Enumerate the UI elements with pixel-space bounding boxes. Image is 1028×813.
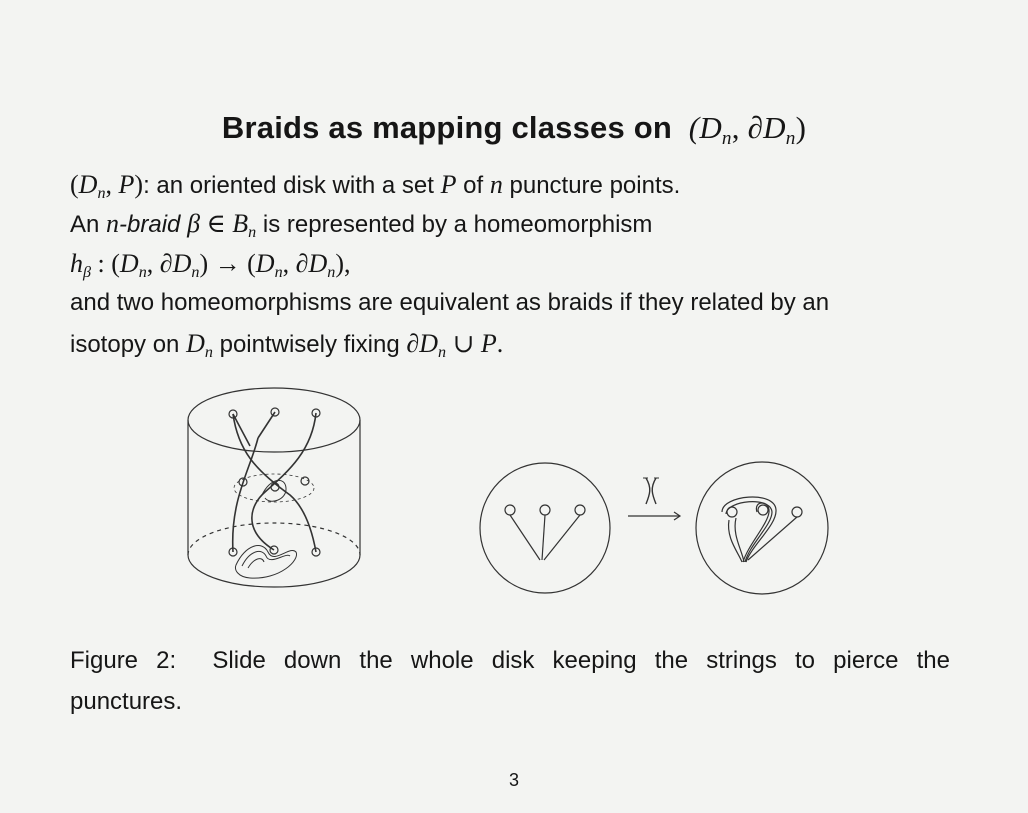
braid-crossing-glyph — [646, 478, 656, 504]
page-number: 3 — [508, 770, 519, 790]
strand-3 — [233, 438, 258, 552]
math-boundary-union-P: $\partial D_n$ ∪ P. — [406, 329, 504, 361]
math-P: P — [440, 170, 457, 199]
title-text: Braids as mapping classes on — [221, 110, 673, 145]
caption-text-2: punctures. — [70, 688, 183, 715]
body-an: An — [70, 211, 100, 238]
body-line-4: and two homeomorphisms are equivalent as braids if they related by an — [70, 289, 830, 316]
disk-before-arc-2 — [542, 515, 545, 560]
disk-before — [480, 463, 610, 593]
strand-v — [233, 412, 275, 446]
disk-before-arc-1 — [510, 515, 540, 560]
math-h-beta: $h_\beta$ : ($D_n$, $\partial D_n) \to (D_n$, $\partial D_n$), — [70, 249, 351, 281]
body-line-5-rest: pointwisely fixing — [219, 331, 400, 358]
body-line-1-text: : an oriented disk with a set — [143, 172, 434, 199]
cylinder-top-ellipse — [188, 388, 360, 452]
body-line-5-text: isotopy on — [70, 331, 180, 358]
title-math: ($D_n$, $\partial D_n$) — [680, 110, 807, 149]
body-line-2-rest: is represented by a homeomorphism — [262, 211, 653, 238]
disk-before-boundary — [480, 463, 610, 593]
cylinder-bottom-back — [188, 523, 360, 555]
math-n: n — [489, 170, 503, 199]
disk-after-puncture-2 — [758, 505, 768, 515]
caption-line-1 — [70, 640, 950, 681]
math-dn-p: ($D_n$, P) — [70, 170, 144, 202]
caption-text-1: Slide down the whole disk keeping the strings to pierce the — [212, 647, 950, 674]
disk-after-loop-2 — [726, 502, 772, 562]
disk-before-arc-3 — [544, 515, 580, 560]
body-of: of — [463, 172, 484, 199]
body-line-1-end: puncture points. — [509, 172, 681, 199]
bottom-loop-3 — [248, 559, 264, 568]
disk-before-puncture-2 — [540, 505, 550, 515]
mid-puncture-3 — [301, 477, 309, 485]
disk-after-loop-3 — [735, 518, 744, 562]
disk-before-puncture-1 — [505, 505, 515, 515]
cylinder-diagram — [188, 388, 360, 587]
disk-before-puncture-3 — [575, 505, 585, 515]
disk-after-puncture-3 — [792, 507, 802, 517]
caption-label: Figure 2: — [70, 647, 177, 674]
math-Dn: $D_n$ — [186, 329, 213, 361]
figure-caption — [70, 640, 950, 722]
math-beta-in-bn: β ∈ $B_n$ — [187, 209, 257, 241]
arrow-with-braid — [628, 478, 680, 520]
body-nbraid: n-braid — [106, 209, 181, 238]
disk-after — [696, 462, 828, 594]
